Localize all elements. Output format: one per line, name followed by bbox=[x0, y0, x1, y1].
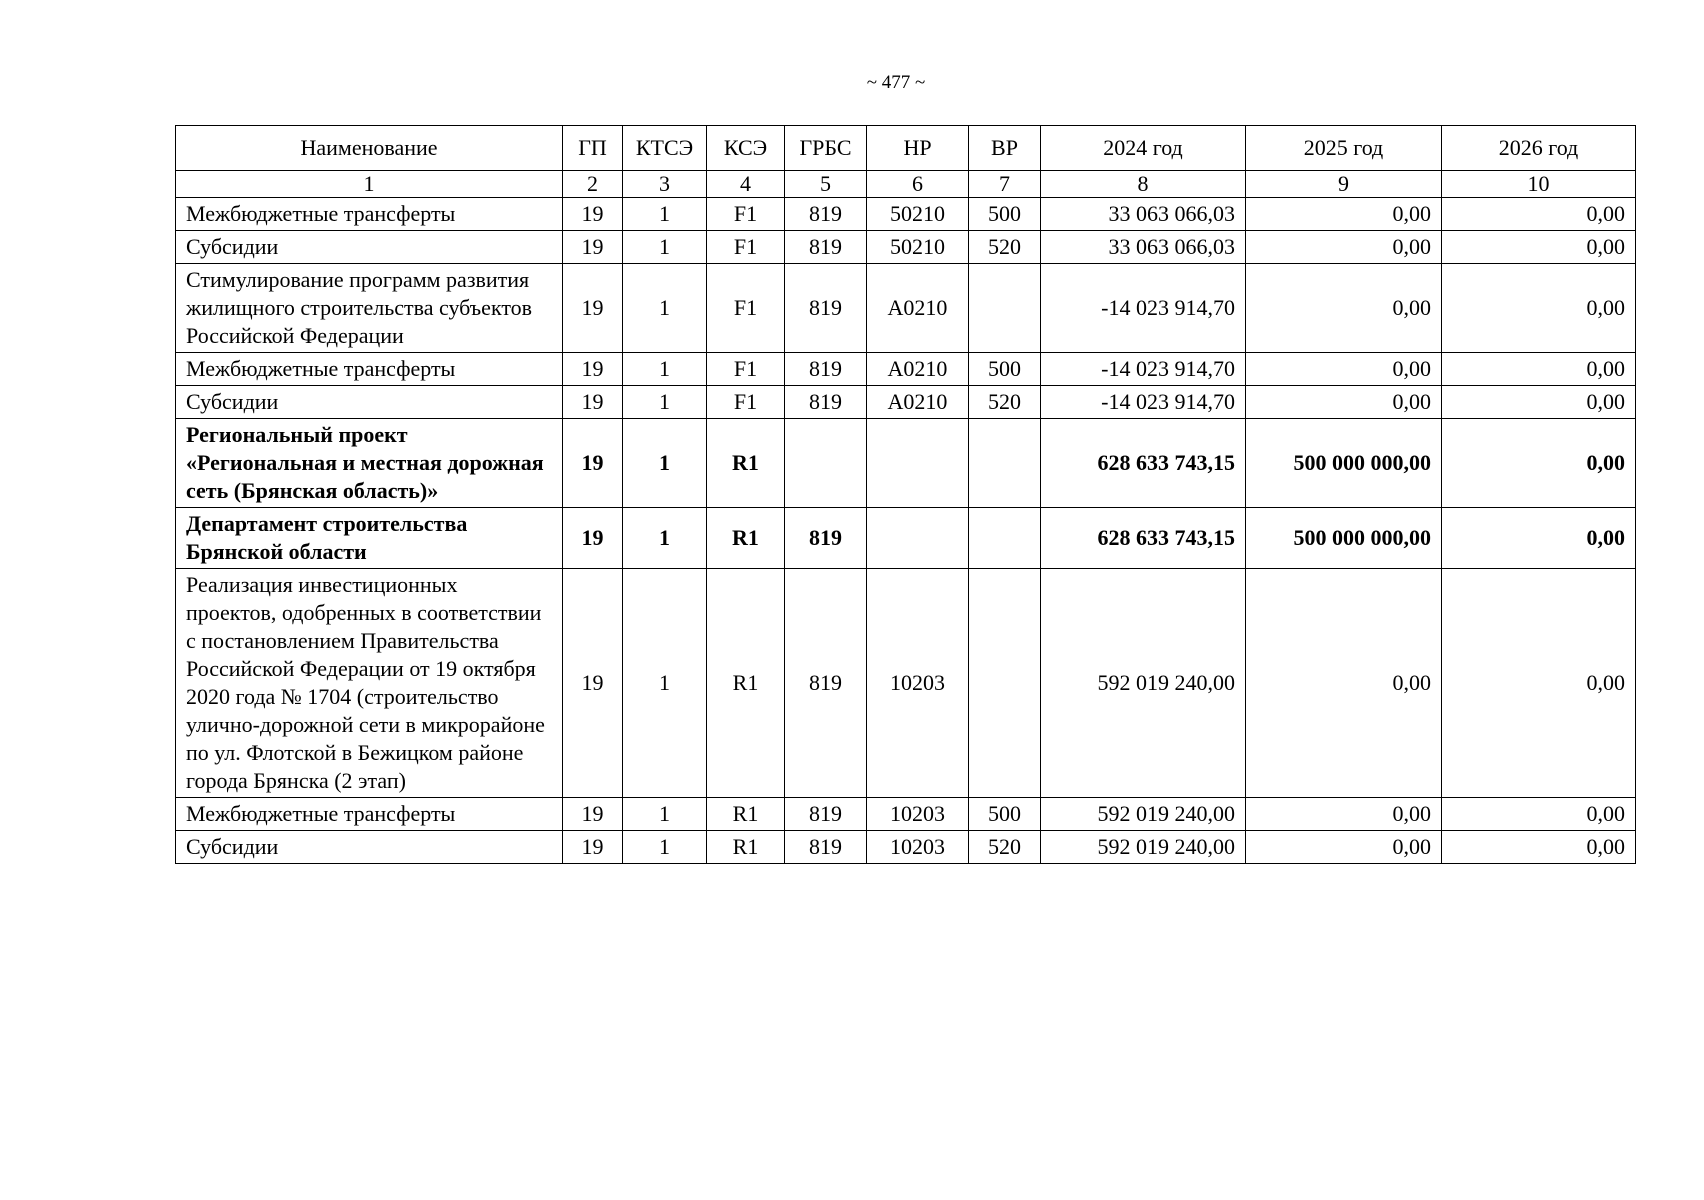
cell-gp: 19 bbox=[563, 831, 623, 864]
cell-2025: 0,00 bbox=[1246, 198, 1442, 231]
table-row bbox=[176, 198, 1636, 231]
cell-kse: R1 bbox=[707, 831, 785, 864]
cell-2025: 0,00 bbox=[1246, 386, 1442, 419]
cell-vr: 500 bbox=[969, 353, 1041, 386]
cell-ktse: 1 bbox=[623, 386, 707, 419]
cell-2025: 0,00 bbox=[1246, 353, 1442, 386]
cell-grbs: 819 bbox=[785, 198, 867, 231]
cell-vr bbox=[969, 569, 1041, 798]
cell-2025: 0,00 bbox=[1246, 231, 1442, 264]
cell-name: Департамент строительства Брянской области bbox=[176, 508, 563, 569]
cell-name: Субсидии bbox=[176, 386, 563, 419]
cell-2026: 0,00 bbox=[1442, 198, 1636, 231]
cell-gp: 19 bbox=[563, 569, 623, 798]
cell-nr: 10203 bbox=[867, 831, 969, 864]
cell-vr bbox=[969, 419, 1041, 508]
cell-grbs: 819 bbox=[785, 798, 867, 831]
cell-grbs: 819 bbox=[785, 386, 867, 419]
table-row bbox=[176, 231, 1636, 264]
cell-nr: 10203 bbox=[867, 798, 969, 831]
cell-2026: 0,00 bbox=[1442, 569, 1636, 798]
cell-2026: 0,00 bbox=[1442, 264, 1636, 353]
cell-kse: R1 bbox=[707, 508, 785, 569]
cell-kse: R1 bbox=[707, 569, 785, 798]
cell-2026: 0,00 bbox=[1442, 419, 1636, 508]
cell-nr: А0210 bbox=[867, 353, 969, 386]
cell-gp: 19 bbox=[563, 198, 623, 231]
header-vr: ВР bbox=[969, 126, 1041, 171]
cell-2024: -14 023 914,70 bbox=[1041, 353, 1246, 386]
cell-ktse: 1 bbox=[623, 419, 707, 508]
cell-nr: А0210 bbox=[867, 386, 969, 419]
column-number: 3 bbox=[623, 171, 707, 198]
cell-gp: 19 bbox=[563, 419, 623, 508]
column-number: 1 bbox=[176, 171, 563, 198]
cell-nr: А0210 bbox=[867, 264, 969, 353]
cell-vr bbox=[969, 508, 1041, 569]
column-number: 7 bbox=[969, 171, 1041, 198]
cell-gp: 19 bbox=[563, 264, 623, 353]
column-number: 10 bbox=[1442, 171, 1636, 198]
table-row bbox=[176, 419, 1636, 508]
cell-kse: F1 bbox=[707, 353, 785, 386]
header-row bbox=[176, 126, 1636, 171]
cell-2025: 500 000 000,00 bbox=[1246, 419, 1442, 508]
header-grbs: ГРБС bbox=[785, 126, 867, 171]
cell-grbs: 819 bbox=[785, 264, 867, 353]
cell-kse: F1 bbox=[707, 198, 785, 231]
cell-2026: 0,00 bbox=[1442, 798, 1636, 831]
cell-2024: 592 019 240,00 bbox=[1041, 798, 1246, 831]
cell-ktse: 1 bbox=[623, 231, 707, 264]
cell-grbs: 819 bbox=[785, 508, 867, 569]
cell-vr bbox=[969, 264, 1041, 353]
header-ktse: КТСЭ bbox=[623, 126, 707, 171]
cell-2026: 0,00 bbox=[1442, 353, 1636, 386]
cell-2026: 0,00 bbox=[1442, 231, 1636, 264]
cell-kse: R1 bbox=[707, 798, 785, 831]
cell-nr: 10203 bbox=[867, 569, 969, 798]
cell-2024: 628 633 743,15 bbox=[1041, 419, 1246, 508]
cell-vr: 520 bbox=[969, 831, 1041, 864]
table-row bbox=[176, 569, 1636, 798]
cell-ktse: 1 bbox=[623, 353, 707, 386]
cell-gp: 19 bbox=[563, 508, 623, 569]
cell-2024: 33 063 066,03 bbox=[1041, 231, 1246, 264]
column-number: 4 bbox=[707, 171, 785, 198]
cell-ktse: 1 bbox=[623, 831, 707, 864]
cell-kse: F1 bbox=[707, 231, 785, 264]
header-name: Наименование bbox=[176, 126, 563, 171]
cell-ktse: 1 bbox=[623, 264, 707, 353]
column-number: 9 bbox=[1246, 171, 1442, 198]
table-row bbox=[176, 798, 1636, 831]
header-kse: КСЭ bbox=[707, 126, 785, 171]
header-2026: 2026 год bbox=[1442, 126, 1636, 171]
cell-2024: -14 023 914,70 bbox=[1041, 264, 1246, 353]
column-number: 8 bbox=[1041, 171, 1246, 198]
cell-gp: 19 bbox=[563, 386, 623, 419]
cell-ktse: 1 bbox=[623, 508, 707, 569]
cell-kse: F1 bbox=[707, 386, 785, 419]
cell-grbs bbox=[785, 419, 867, 508]
budget-table bbox=[175, 125, 1636, 864]
cell-name: Межбюджетные трансферты bbox=[176, 353, 563, 386]
table-row bbox=[176, 508, 1636, 569]
column-number: 6 bbox=[867, 171, 969, 198]
cell-ktse: 1 bbox=[623, 798, 707, 831]
cell-grbs: 819 bbox=[785, 231, 867, 264]
cell-2025: 0,00 bbox=[1246, 569, 1442, 798]
table-row bbox=[176, 831, 1636, 864]
cell-2026: 0,00 bbox=[1442, 386, 1636, 419]
cell-name: Межбюджетные трансферты bbox=[176, 198, 563, 231]
table-row bbox=[176, 386, 1636, 419]
cell-name: Субсидии bbox=[176, 231, 563, 264]
cell-2025: 500 000 000,00 bbox=[1246, 508, 1442, 569]
cell-kse: R1 bbox=[707, 419, 785, 508]
cell-2025: 0,00 bbox=[1246, 264, 1442, 353]
cell-vr: 520 bbox=[969, 231, 1041, 264]
cell-grbs: 819 bbox=[785, 569, 867, 798]
cell-name: Межбюджетные трансферты bbox=[176, 798, 563, 831]
cell-ktse: 1 bbox=[623, 569, 707, 798]
cell-2024: 628 633 743,15 bbox=[1041, 508, 1246, 569]
cell-grbs: 819 bbox=[785, 831, 867, 864]
cell-2024: 592 019 240,00 bbox=[1041, 569, 1246, 798]
header-2024: 2024 год bbox=[1041, 126, 1246, 171]
cell-name: Региональный проект «Региональная и местная дорожная сеть (Брянская область)» bbox=[176, 419, 563, 508]
cell-kse: F1 bbox=[707, 264, 785, 353]
table-row bbox=[176, 264, 1636, 353]
cell-ktse: 1 bbox=[623, 198, 707, 231]
cell-gp: 19 bbox=[563, 353, 623, 386]
cell-gp: 19 bbox=[563, 798, 623, 831]
column-number: 2 bbox=[563, 171, 623, 198]
cell-name: Субсидии bbox=[176, 831, 563, 864]
page-number: ~ 477 ~ bbox=[866, 72, 926, 93]
header-2025: 2025 год bbox=[1246, 126, 1442, 171]
cell-vr: 500 bbox=[969, 798, 1041, 831]
header-gp: ГП bbox=[563, 126, 623, 171]
cell-nr bbox=[867, 508, 969, 569]
cell-name: Стимулирование программ развития жилищного строительства субъектов Российской Федерации bbox=[176, 264, 563, 353]
cell-nr: 50210 bbox=[867, 198, 969, 231]
cell-2025: 0,00 bbox=[1246, 831, 1442, 864]
cell-2026: 0,00 bbox=[1442, 831, 1636, 864]
column-number-row bbox=[176, 171, 1636, 198]
cell-vr: 500 bbox=[969, 198, 1041, 231]
cell-2024: 33 063 066,03 bbox=[1041, 198, 1246, 231]
cell-2024: 592 019 240,00 bbox=[1041, 831, 1246, 864]
cell-2026: 0,00 bbox=[1442, 508, 1636, 569]
cell-vr: 520 bbox=[969, 386, 1041, 419]
cell-nr bbox=[867, 419, 969, 508]
header-nr: НР bbox=[867, 126, 969, 171]
cell-2025: 0,00 bbox=[1246, 798, 1442, 831]
cell-nr: 50210 bbox=[867, 231, 969, 264]
table-row bbox=[176, 353, 1636, 386]
cell-grbs: 819 bbox=[785, 353, 867, 386]
cell-gp: 19 bbox=[563, 231, 623, 264]
column-number: 5 bbox=[785, 171, 867, 198]
cell-2024: -14 023 914,70 bbox=[1041, 386, 1246, 419]
cell-name: Реализация инвестиционных проектов, одобренных в соответствии с постановлением Правительства Российской Федерации от 19 октября 2020 года № 1704 (строительство улично-дорожной сети в микрорайоне по ул. Флотской в Бежицком районе города Брянска (2 этап) bbox=[176, 569, 563, 798]
